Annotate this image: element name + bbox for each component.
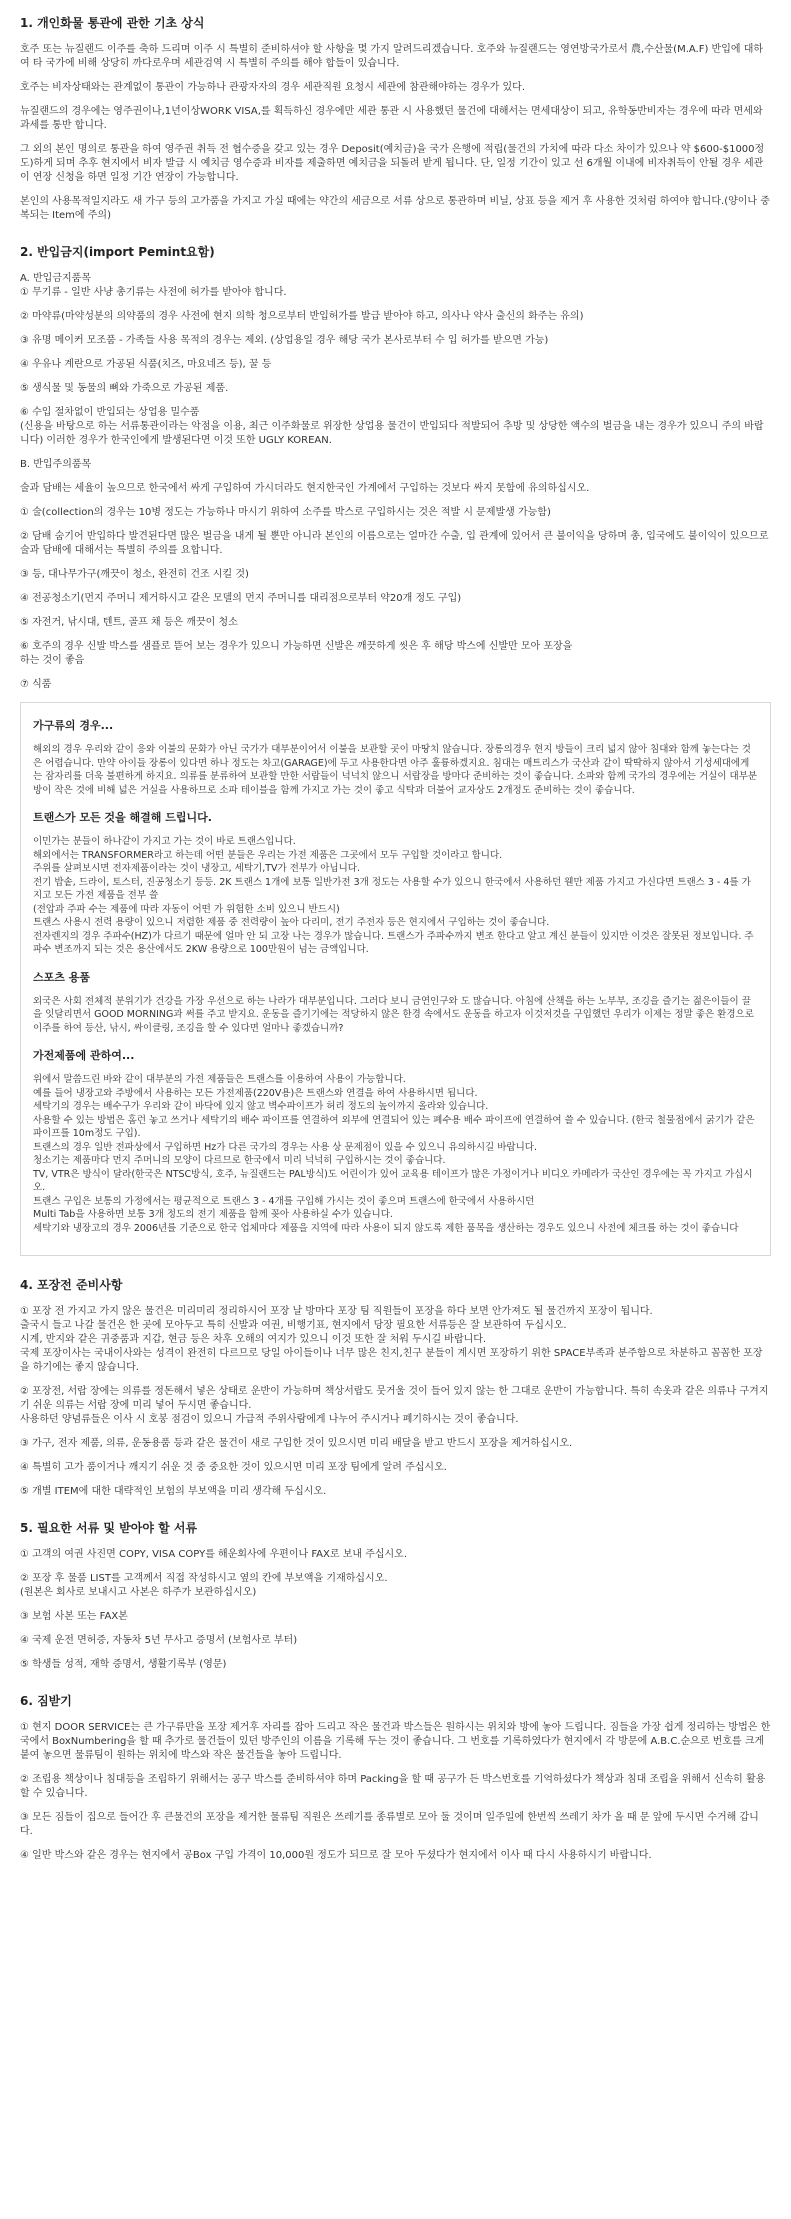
paragraph: 본인의 사용목적일지라도 새 가구 등의 고가품을 가지고 가실 때에는 약간의 세금으로 서류 상으로 통관하며 비닐, 상표 등을 제거 후 사용한 것처럼 하여야 합니다.(양이나 중복되는 Item에 주의) [20,196,770,221]
list-item: ③ 보험 사본 또는 FAX본 [20,1611,128,1622]
list-item: ① 현지 DOOR SERVICE는 큰 가구류만을 포장 제거후 자리를 잡아 드리고 작은 물건과 박스들은 원하시는 위치와 방에 놓아 드립니다. 짐들을 가장 쉽게 정리하는 방법은 한국에서 BoxNumbering을 할 때 추가로 물건들이 있던 방주인의 이름을 기록해 두는 것이 좋습니다. 그 번호를 기록하였다가 현지에서 각 방문에 A.B.C.순으로 번호를 크게 붙여 놓으면 물류팀이 원하는 위치에 박스와 작은 물건들을 놓아 드립니다. [20,1722,771,1761]
section-receiving [20,1692,771,1863]
list-item: ③ 가구, 전자 제품, 의류, 운동용품 등과 같은 물건이 새로 구입한 것이 있으시면 미리 배달을 받고 반드시 포장을 제거하십시오. [20,1438,573,1449]
box-subsection [33,969,758,1036]
list-item: ② 조립용 책상이나 침대등을 조립하기 위해서는 공구 박스를 준비하셔야 하며 Packing을 할 때 공구가 든 박스번호를 기억하셨다가 책상과 침대 조립을 위해서 신속히 활용할 수 있습니다. [20,1774,766,1799]
box-paragraph: 위에서 말씀드린 바와 같이 대부분의 가전 제품들은 트랜스를 이용하여 사용이 가능합니다. 예를 들어 냉장고와 주방에서 사용하는 모든 가전제품(220V용)은 트랜스와 연결을 하여 사용하시면 됩니다. 세탁기의 경우는 배수구가 우리와 같이 바닥에 있지 않고 벽수파이프가 허리 정도의 높이까지 올라와 있습니다. 사용할 수 있는 방법은 홈런 놓고 쓰거나 세탁기의 배수 파이프를 연결하여 외부에 연결되어 있는 폐수용 배수 파이프에 연결하여 쓸 수 있습니다. (한국 철물점에서 굵기가 같은 파이프를 10m정도 구입). 트랜스의 경우 일반 전파상에서 구입하면 Hz가 다른 국가의 경우는 사용 상 문제점이 있을 수 있으니 유의하시길 바랍니다. 청소기는 제품마다 먼지 주머니의 모양이 다르므로 한국에서 미리 넉넉히 구입하시는 것이 좋습니다. TV, VTR은 방식이 달라(한국은 NTSC방식, 호주, 뉴질랜드는 PAL방식)도 어린이가 있어 교육용 테이프가 많은 가정이거나 비디오 카메라가 국산인 경우에는 꼭 가지고 가십시오. 트랜스 구입은 보통의 가정에서는 평균적으로 트랜스 3 - 4개를 구입해 가시는 것이 좋으며 트랜스에 한국에서 사용하시던 Multi Tab을 사용하면 보통 3개 정도의 전기 제품을 함께 꽂아 사용하실 수가 있습니다. 세탁기와 냉장고의 경우 2006년를 기준으로 한국 업체마다 제품을 지역에 따라 사용이 되지 않도록 제한 품목을 생산하는 경우도 있으니 사전에 체크를 하는 것이 좋습니다 [33,1074,755,1234]
section-documents [20,1519,771,1672]
box-paragraph: 외국은 사회 전체적 분위기가 건강을 가장 우선으로 하는 나라가 대부분입니다. 그러다 보니 금연인구와 도 많습니다. 아침에 산책을 하는 노부부, 조깅을 즐기는 젊은이들이 끌을 잇달리면서 GOOD MORNING과 써를 주고 받지요. 운동을 즐기기에는 적당하지 않은 한경 속에서도 운동을 하고자 이것저것을 구입했던 우리가 이제는 정말 좋은 환경으로 이주를 하여 등산, 낚시, 싸이클링, 조깅을 할 수 있다면 얼마나 좋겠습니까? [33,995,754,1034]
list-item: ⑤ 개별 ITEM에 대한 대략적인 보험의 부보액을 미리 생각해 두십시오. [20,1486,327,1497]
list-item: B. 반입주의품목 [20,459,92,470]
list-item: ⑤ 학생들 성적, 재학 증명서, 생활기록부 (영문) [20,1659,227,1670]
list-item: ⑤ 자전거, 낚시대, 텐트, 골프 채 등은 깨끗이 청소 [20,617,238,628]
box-subsection [33,717,758,797]
list-item: ③ 모든 짐들이 집으로 들어간 후 큰물건의 포장을 제거한 물류팀 직원은 쓰레기를 종류별로 모아 둘 것이며 일주일에 한번씩 쓰레기 차가 올 때 문 앞에 두시면 수거해 갑니다. [20,1812,759,1837]
section-title: 1. 개인화물 통관에 관한 기초 상식 [20,16,205,30]
section-customs-basics [20,14,771,223]
box-paragraph: 해외의 경우 우리와 같이 응와 이불의 문화가 아닌 국가가 대부분이어서 이불을 보관할 곳이 마땅치 않습니다. 장롱의경우 현지 방들이 크리 넓지 않아 침대와 함께 놓는다는 것은 어렵습니다. 만약 아이들 장롱이 있다면 하나 정도는 차고(GARAGE)에 두고 사용한다면 아주 훌륭하겠지요. 침대는 매트리스가 국산과 같이 딱딱하지 않아서 기성세대에게는 잠자리를 더욱 불편하게 하지요. 의류를 분류하여 보관할 만한 서랍들이 넉넉치 않으니 서랍장을 방마다 준비하는 것이 좋습니다. 소파와 함께 국가의 경우에는 거실이 대부분 방이 작은 것에 비해 넓은 거실을 사용하므로 소파 테이블을 함께 가지고 가는 것이 좋고 식탁과 더불어 교자상도 2개정도 준비하는 것이 좋습니다. [33,744,758,796]
list-item: ① 술(collection의 경우는 10병 정도는 가능하나 마시기 위하여 소주를 박스로 구입하시는 것은 적발 시 문제발생 가능함) [20,507,551,518]
section-title: 5. 필요한 서류 및 받아야 할 서류 [20,1521,198,1535]
list-item: ② 포장 후 물품 LIST를 고객께서 직접 작성하시고 옆의 칸에 부보액을 기재하십시오. (원본은 회사로 보내시고 사본은 하주가 보관하십시오) [20,1573,388,1598]
list-item: ③ 등, 대나무가구(깨끗이 청소, 완전히 건조 시킬 것) [20,569,249,580]
list-item: ④ 국제 운전 면허증, 자동차 5년 무사고 증명서 (보험사로 부터) [20,1635,298,1646]
section-title: 6. 짐받기 [20,1694,72,1708]
box-subsection [33,809,758,957]
paragraph: 뉴질랜드의 경우에는 영주권이나,1년이상WORK VISA,를 획득하신 경우에만 세관 통관 시 사용했던 물건에 대해서는 면세대상이 되고, 유학동반비자는 경우에 따라 면세와 과세를 통반 합니다. [20,106,763,131]
section-packing-prep [20,1276,771,1499]
list-item: ① 고객의 여권 사진면 COPY, VISA COPY를 해운회사에 우편이나 FAX로 보내 주십시오. [20,1549,408,1560]
info-box [20,702,771,1256]
list-item: ⑥ 호주의 경우 신발 박스를 샘플로 뜯어 보는 경우가 있으니 가능하면 신발은 깨끗하게 씻은 후 해당 박스에 신발만 모아 포장을 하는 것이 좋음 [20,641,573,666]
list-item: ④ 전공청소기(먼지 주머니 제거하시고 같은 모델의 먼지 주머니를 대리점으로부터 약20개 정도 구입) [20,593,462,604]
list-item: ② 담배 숨기어 반입하다 발견된다면 많은 벌금을 내게 될 뿐만 아니라 본인의 이름으로는 얼마간 수출, 입 관계에 있어서 큰 불이익을 당하며 총, 입국에도 불이익이 있으므로 술과 담배에 대해서는 특별히 주의를 요합니다. [20,531,769,556]
box-subsection [33,1047,758,1235]
list-item: ⑥ 수입 절차없이 반입되는 상업용 밀수품 (신용을 바탕으로 하는 서류통관이라는 악점을 이용, 최근 이주화물로 위장한 상업용 물건이 반입되다 적발되어 추방 및 상당한 액수의 벌금을 내는 경우가 있으니 주의 바랍니다) 이러한 경우가 한국인에게 발생된다면 이것 또한 UGLY KOREAN. [20,407,764,446]
section-title: 2. 반입금지(import Pemint요함) [20,245,215,259]
list-item: ④ 일반 박스와 같은 경우는 현지에서 공Box 구입 가격이 10,000원 정도가 되므로 잘 모아 두셨다가 현지에서 이사 때 다시 사용하시기 바랍니다. [20,1850,652,1861]
paragraph: 호주는 비자상태와는 관계없이 통관이 가능하나 관광자자의 경우 세관직원 요청시 세관에 참관해야하는 경우가 있다. [20,82,526,93]
box-paragraph: 이민가는 분들이 하나같이 가지고 가는 것이 바로 트랜스입니다. 해외에서는 TRANSFORMER라고 하는데 어떤 분들은 우리는 가전 제품은 그곳에서 모두 구입할 것이라고 합니다. 주위를 살펴보시면 전자제품이라는 것이 냉장고, 세탁기,TV가 전부가 아닙니다. 전기 밥솥, 드라이, 토스터, 진공청소기 등등. 2K 트랜스 1개에 보통 일반가전 3개 정도는 사용할 수가 있으니 한국에서 사용하던 웬만 제품 가지고 가신다면 트랜스 3 - 4를 가지고 모든 가전 제품을 전부 쓸 (전압과 주파 수는 제품에 따라 자동이 어떤 가 위험한 소비 있으니 반드시) 트랜스 사용시 전력 용량이 있으니 저렴한 제품 중 전력량이 높아 다리미, 전기 주전자 등은 현지에서 구입하는 것이 좋습니다. 전자렌지의 경우 주파수(HZ)가 다르기 때문에 얼마 안 되 고장 나는 경우가 많습니다. 트랜스가 주파수까지 변조 한다고 알고 계신 분들이 있지만 이것은 잘못된 정보입니다. 주파수 변조까지 되는 것은 용산에서도 2KW 용량으로 100만원이 넘는 금액입니다. [33,836,754,955]
box-heading: 스포츠 용품 [33,970,90,984]
paragraph: 그 외의 본인 명의로 통관을 하여 영주권 취득 전 협수증을 갖고 있는 경우 Deposit(예치금)을 국가 은행에 적립(물건의 가치에 따라 다소 차이가 있으나 약 $600-$1000정도)하게 되며 추후 현지에서 비자 발급 시 예치금 영수증과 비자를 제출하면 예치금을 되돌려 받게 됩니다. 단, 일정 기간이 있고 선 6개월 이내에 비자취득이 안될 경우 세관이 연장 신청을 하면 일정 기간 연장이 가능합니다. [20,144,765,183]
list-item: ⑤ 생식물 및 동물의 뼈와 가죽으로 가공된 제품. [20,383,229,394]
section-prohibited-items [20,243,771,1256]
list-item: ① 포장 전 가지고 가지 않은 물건은 미리미리 정리하시어 포장 날 방마다 포장 팀 직원들이 포장을 하다 보면 안가져도 될 물건까지 포장이 됩니다. 출국시 들고 나갈 물건은 한 곳에 모아두고 특히 신발과 여권, 비행기표, 현지에서 당장 필요한 서류등은 잘 보관하여 두십시오. 시계, 반지와 같은 귀중품과 지갑, 현금 등은 차후 오해의 여지가 있으니 이것 또한 잘 처워 두시길 바랍니다. 국제 포장이사는 국내이사와는 성격이 완전히 다르므로 당일 아이들이나 너무 많은 친지,친구 분들이 계시면 포장하기 위한 SPACE부족과 분주함으로 차분하고 꼼꼼한 포장을 하기에는 좋지 않습니다. [20,1306,763,1373]
list-item: ② 포장전, 서랍 장에는 의류를 정돈해서 넣은 상태로 운반이 가능하며 책상서랍도 뭇거울 것이 들어 있지 않는 한 그대로 운반이 가능합니다. 특히 속옷과 같은 의류나 구겨지기 쉬운 의류는 서랍 장에 미리 넣어 두시면 좋습니다. 사용하던 양념류들은 이사 시 호봉 점검이 있으니 가급적 주위사람에게 나누어 주시거나 폐기하시는 것이 좋습니다. [20,1386,769,1425]
list-item: A. 반입금지품목 ① 무기류 - 일반 사냥 총기류는 사전에 허가를 받아야 합니다. [20,273,287,298]
box-heading: 가구류의 경우... [33,719,114,732]
list-item: ② 마약류(마약성분의 의약품의 경우 사전에 현지 의학 청으로부터 반입허가를 발급 받아야 하고, 의사나 약사 출신의 화주는 유의) [20,311,584,322]
list-item: ⑦ 식품 [20,679,52,690]
paragraph: 호주 또는 뉴질랜드 이주를 축하 드리며 이주 시 특별히 준비하셔야 할 사항을 몇 가지 알려드리겠습니다. 호주와 뉴질랜드는 영연방국가로서 農,수산물(M.A.F) 반입에 대하여 타 국가에 비해 상당히 까다로우며 세관검역 시 특별히 주의를 해야 합들이 있습니다. [20,44,764,69]
box-heading: 트랜스가 모든 것을 해결해 드립니다. [33,811,212,824]
section-title: 4. 포장전 준비사항 [20,1278,123,1292]
list-item: 술과 담배는 세율이 높으므로 한국에서 싸게 구입하여 가시더라도 현지한국인 가계에서 구입하는 것보다 싸지 못함에 유의하십시오. [20,483,590,494]
list-item: ③ 유명 메이커 모조품 - 가족들 사용 목적의 경우는 제외. (상업용일 경우 해당 국가 본사로부터 수 입 허가를 받으면 가능) [20,335,549,346]
list-item: ④ 특별히 고가 품이거나 깨지기 쉬운 것 중 중요한 것이 있으시면 미리 포장 팀에게 알려 주십시오. [20,1462,447,1473]
box-heading: 가전제품에 관하여... [33,1049,135,1062]
list-item: ④ 우유나 계란으로 가공된 식품(치즈, 마요네즈 등), 꿀 등 [20,359,272,370]
